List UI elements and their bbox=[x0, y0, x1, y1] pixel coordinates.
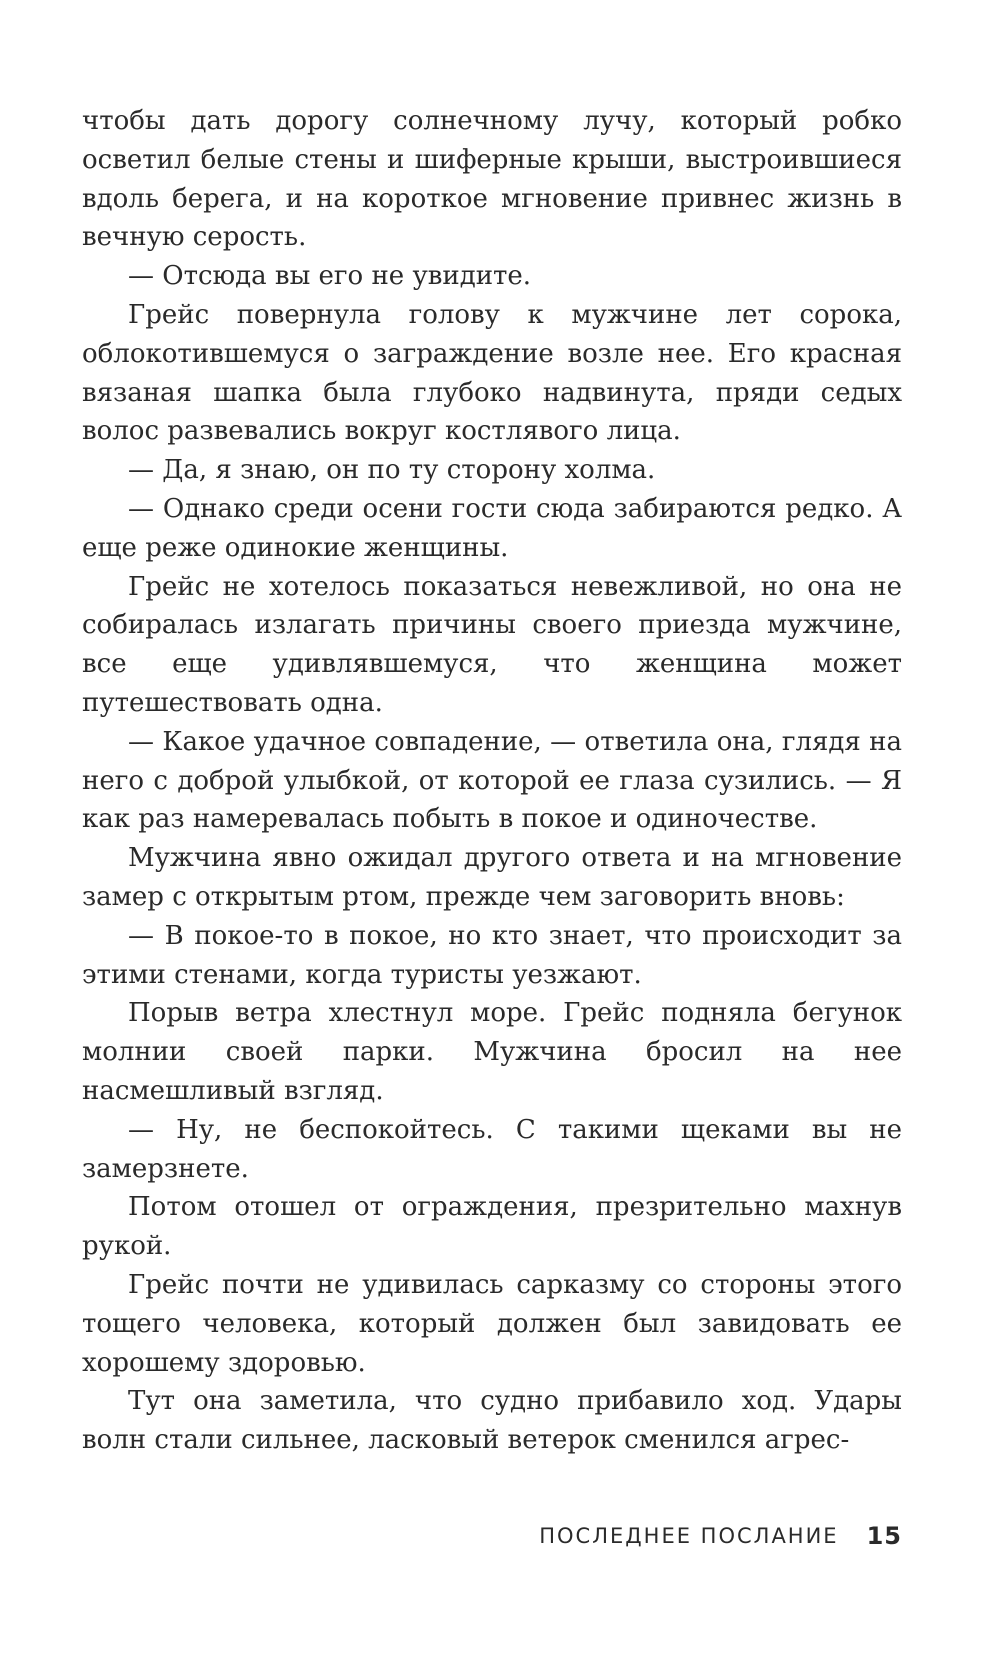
paragraph: чтобы дать дорогу солнечному лучу, который робко осветил белые стены и шиферные крыши, выстроившиеся вдоль берега, и на короткое мгновение привнес жизнь в вечную серость. bbox=[82, 106, 902, 253]
paragraph: Грейс не хотелось показаться невежливой, но она не собиралась излагать причины своего приезда мужчине, все еще удивлявшемуся, что женщина может путешествовать одна. bbox=[82, 571, 902, 718]
paragraph: — В покое-то в покое, но кто знает, что происходит за этими стенами, когда туристы уезжают. bbox=[82, 920, 902, 990]
paragraph: — Какое удачное совпадение, — ответила она, глядя на него с доброй улыбкой, от которой ее глаза сузились. — Я как раз намеревалась побыть в покое и одиночестве. bbox=[82, 726, 902, 835]
paragraph: — Отсюда вы его не увидите. bbox=[128, 261, 532, 292]
paragraph: Потом отошел от ограждения, презрительно махнув рукой. bbox=[82, 1192, 902, 1262]
paragraph: — Ну, не беспокойтесь. С такими щеками вы не замерзнете. bbox=[82, 1114, 902, 1184]
paragraph: — Однако среди осени гости сюда забираются редко. А еще реже одинокие женщины. bbox=[82, 493, 902, 563]
running-title: ПОСЛЕДНЕЕ ПОСЛАНИЕ bbox=[539, 1524, 839, 1548]
paragraph: Мужчина явно ожидал другого ответа и на мгновение замер с открытым ртом, прежде чем заговорить вновь: bbox=[82, 843, 902, 912]
paragraph: Грейс почти не удивилась сарказму со стороны этого тощего человека, который должен был завидовать ее хорошему здоровью. bbox=[82, 1269, 902, 1378]
page-footer bbox=[539, 1521, 902, 1551]
paragraph: Порыв ветра хлестнул море. Грейс подняла бегунок молнии своей парки. Мужчина бросил на нее насмешливый взгляд. bbox=[82, 998, 902, 1106]
body-text bbox=[82, 102, 902, 1460]
paragraph: Тут она заметила, что судно прибавило ход. Удары волн стали сильнее, ласковый ветерок сменился агрес- bbox=[82, 1386, 902, 1456]
paragraph: — Да, я знаю, он по ту сторону холма. bbox=[128, 455, 656, 486]
page-number: 15 bbox=[866, 1522, 902, 1550]
paragraph: Грейс повернула голову к мужчине лет сорока, облокотившемуся о заграждение возле нее. Его красная вязаная шапка была глубоко надвинута, пряди седых волос развевались вокруг костлявого лица. bbox=[82, 299, 902, 447]
